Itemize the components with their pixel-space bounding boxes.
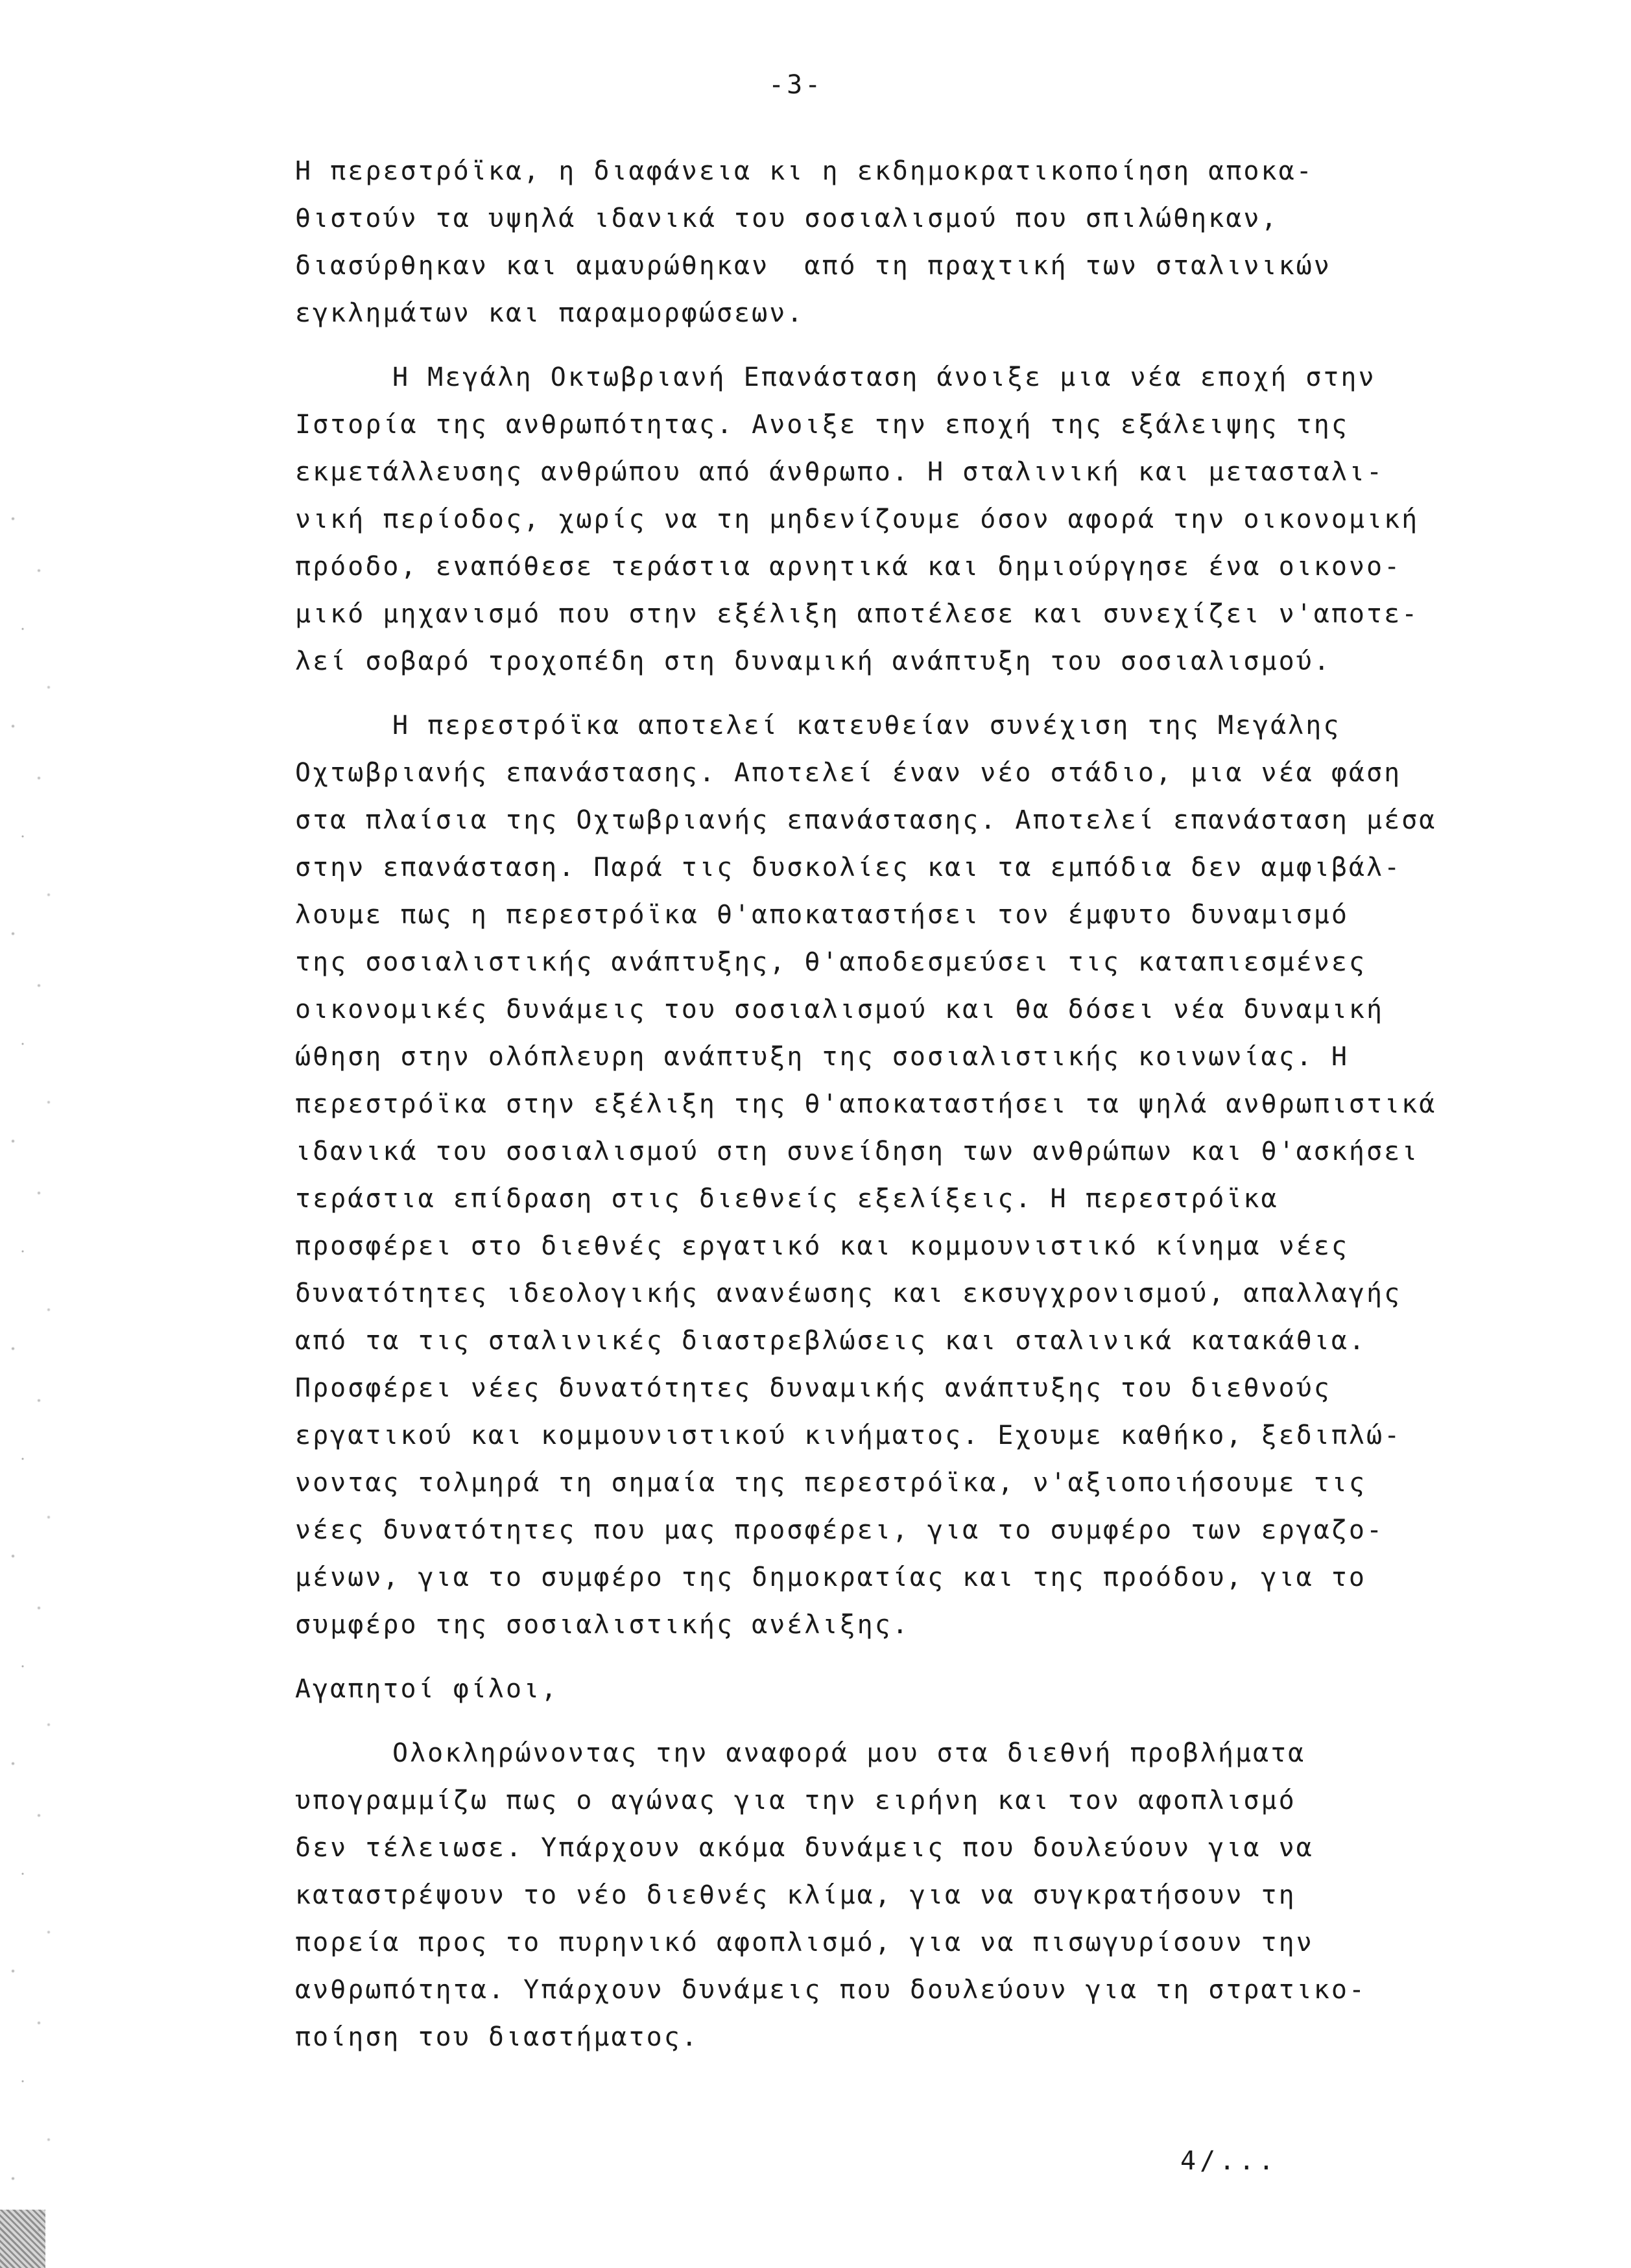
text-line: εργατικού και κομμουνιστικού κινήματος. Εχουμε καθήκο, ξεδιπλώ- bbox=[295, 1421, 1402, 1450]
paragraph-1 bbox=[295, 148, 1566, 337]
text-line: νοντας τολμηρά τη σημαία της περεστρόϊκα, ν'αξιοποιήσουμε τις bbox=[295, 1468, 1367, 1498]
text-line: λουμε πως η περεστρόϊκα θ'αποκαταστήσει τον έμφυτο δυναμισμό bbox=[295, 900, 1349, 930]
text-line: μένων, για το συμφέρο της δημοκρατίας και της προόδου, για το bbox=[295, 1563, 1367, 1592]
page-continuation-marker: 4/... bbox=[1180, 2146, 1278, 2176]
text-line: εγκλημάτων και παραμορφώσεων. bbox=[295, 298, 805, 328]
text-line: στα πλαίσια της Οχτωβριανής επανάστασης. Αποτελεί επανάσταση μέσα bbox=[295, 805, 1437, 835]
document-body bbox=[295, 148, 1566, 2078]
text-line: δεν τέλειωσε. Υπάρχουν ακόμα δυνάμεις που δουλεύουν για να bbox=[295, 1833, 1314, 1863]
page-number: -3- bbox=[768, 70, 824, 100]
text-line: Η περεστρόϊκα, η διαφάνεια κι η εκδημοκρατικοποίηση αποκα- bbox=[295, 156, 1314, 186]
text-line: καταστρέψουν το νέο διεθνές κλίμα, για να συγκρατήσουν τη bbox=[295, 1880, 1296, 1910]
text-line: Ιστορία της ανθρωπότητας. Ανοιξε την εποχή της εξάλειψης της bbox=[295, 410, 1349, 440]
paragraph-5 bbox=[295, 1730, 1566, 2061]
text-line: δυνατότητες ιδεολογικής ανανέωσης και εκσυγχρονισμού, απαλλαγής bbox=[295, 1279, 1402, 1308]
text-line: ώθηση στην ολόπλευρη ανάπτυξη της σοσιαλιστικής κοινωνίας. Η bbox=[295, 1042, 1349, 1072]
text-line: θιστούν τα υψηλά ιδανικά του σοσιαλισμού που σπιλώθηκαν, bbox=[295, 204, 1279, 233]
text-line: υπογραμμίζω πως ο αγώνας για την ειρήνη και τον αφοπλισμό bbox=[295, 1786, 1296, 1815]
text-line: εκμετάλλευσης ανθρώπου από άνθρωπο. Η σταλινική και μετασταλι- bbox=[295, 457, 1385, 487]
scan-artifact-corner bbox=[0, 2210, 45, 2268]
text-line: της σοσιαλιστικής ανάπτυξης, θ'αποδεσμεύσει τις καταπιεσμένες bbox=[295, 947, 1367, 977]
text-line: ιδανικά του σοσιαλισμού στη συνείδηση των ανθρώπων και θ'ασκήσει bbox=[295, 1137, 1420, 1166]
text-line: περεστρόϊκα στην εξέλιξη της θ'αποκαταστήσει τα ψηλά ανθρωπιστικά bbox=[295, 1089, 1437, 1119]
text-line: Η περεστρόϊκα αποτελεί κατευθείαν συνέχιση της Μεγάλης bbox=[392, 711, 1341, 740]
text-line: λεί σοβαρό τροχοπέδη στη δυναμική ανάπτυξη του σοσιαλισμού. bbox=[295, 646, 1331, 676]
salutation bbox=[295, 1666, 1566, 1713]
text-line: Οχτωβριανής επανάστασης. Αποτελεί έναν νέο στάδιο, μια νέα φάση bbox=[295, 758, 1402, 788]
text-line: νέες δυνατότητες που μας προσφέρει, για το συμφέρο των εργαζο- bbox=[295, 1515, 1385, 1545]
text-line: τεράστια επίδραση στις διεθνείς εξελίξεις. Η περεστρόϊκα bbox=[295, 1184, 1279, 1214]
text-line: ανθρωπότητα. Υπάρχουν δυνάμεις που δουλεύουν για τη στρατικο- bbox=[295, 1975, 1367, 2005]
scan-artifact-left-edge bbox=[0, 493, 58, 2268]
text-line: μικό μηχανισμό που στην εξέλιξη αποτέλεσε και συνεχίζει ν'αποτε- bbox=[295, 599, 1420, 629]
text-line: Αγαπητοί φίλοι, bbox=[295, 1674, 559, 1704]
text-line: πορεία προς το πυρηνικό αφοπλισμό, για να πισωγυρίσουν την bbox=[295, 1928, 1314, 1957]
text-line: Η Μεγάλη Οκτωβριανή Επανάσταση άνοιξε μια νέα εποχή στην bbox=[392, 362, 1376, 392]
text-line: νική περίοδος, χωρίς να τη μηδενίζουμε όσον αφορά την οικονομική bbox=[295, 504, 1420, 534]
text-line: Προσφέρει νέες δυνατότητες δυναμικής ανάπτυξης του διεθνούς bbox=[295, 1373, 1331, 1403]
text-line: Ολοκληρώνοντας την αναφορά μου στα διεθνή προβλήματα bbox=[392, 1738, 1306, 1768]
text-line: προσφέρει στο διεθνές εργατικό και κομμουνιστικό κίνημα νέες bbox=[295, 1231, 1349, 1261]
text-line: από τα τις σταλινικές διαστρεβλώσεις και σταλινικά κατακάθια. bbox=[295, 1326, 1367, 1356]
text-line: στην επανάσταση. Παρά τις δυσκολίες και τα εμπόδια δεν αμφιβάλ- bbox=[295, 853, 1402, 882]
text-line: διασύρθηκαν και αμαυρώθηκαν από τη πραχτική των σταλινικών bbox=[295, 251, 1331, 281]
paragraph-3 bbox=[295, 702, 1566, 1649]
paragraph-2 bbox=[295, 354, 1566, 685]
text-line: πρόοδο, εναπόθεσε τεράστια αρνητικά και δημιούργησε ένα οικονο- bbox=[295, 552, 1402, 582]
text-line: οικονομικές δυνάμεις του σοσιαλισμού και θα δόσει νέα δυναμική bbox=[295, 995, 1385, 1024]
text-line: συμφέρο της σοσιαλιστικής ανέλιξης. bbox=[295, 1610, 910, 1640]
text-line: ποίηση του διαστήματος. bbox=[295, 2022, 699, 2052]
